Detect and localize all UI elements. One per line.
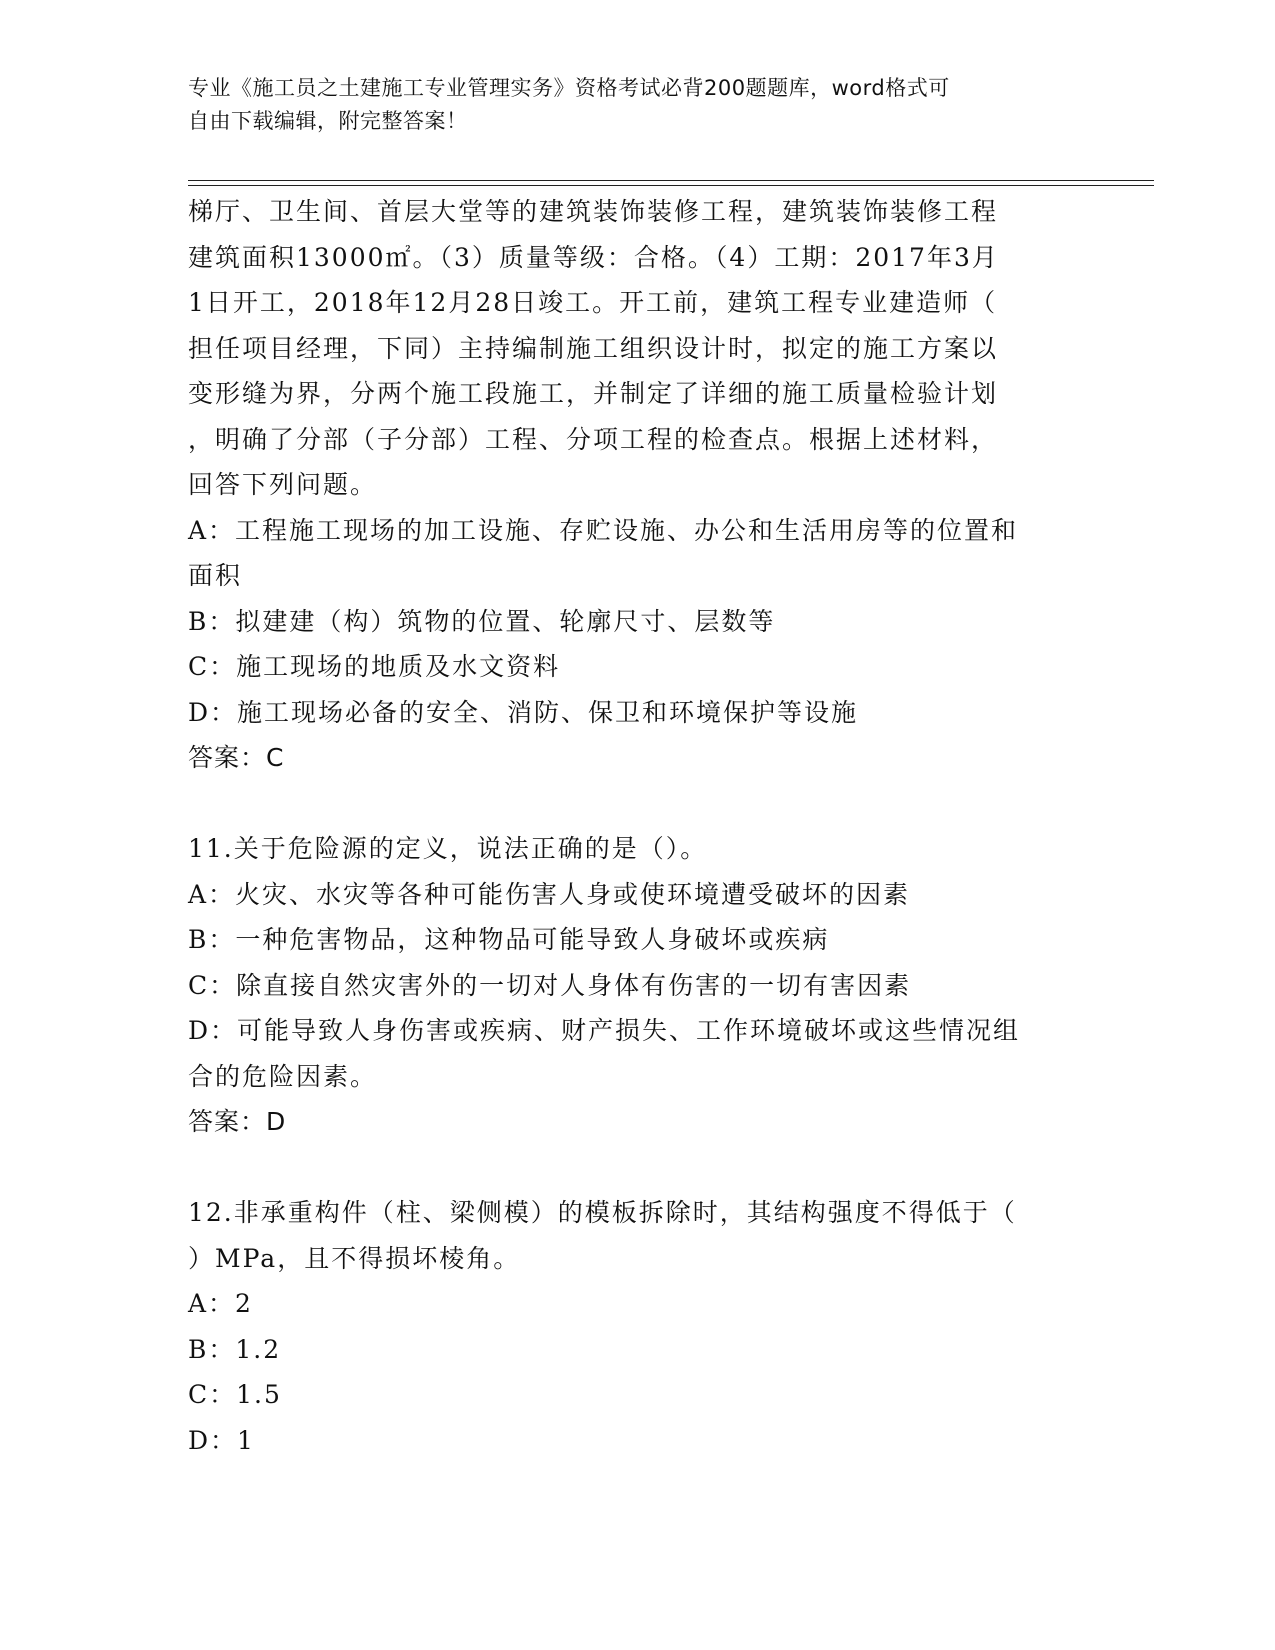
question-10 bbox=[188, 189, 1068, 781]
question-text-line: 变形缝为界，分两个施工段施工，并制定了详细的施工质量检验计划 bbox=[188, 379, 999, 408]
option-d: D：1 bbox=[188, 1425, 255, 1455]
option-a: A：工程施工现场的加工设施、存贮设施、办公和生活用房等的位置和 bbox=[188, 515, 1019, 545]
option-a-continued: 面积 bbox=[188, 561, 243, 590]
page-header bbox=[188, 72, 1068, 138]
header-rule-top bbox=[188, 180, 1154, 181]
question-text: 12.非承重构件（柱、梁侧模）的模板拆除时，其结构强度不得低于（ bbox=[188, 1198, 1017, 1227]
question-text-line: 担任项目经理，下同）主持编制施工组织设计时，拟定的施工方案以 bbox=[188, 333, 999, 363]
option-d: D：施工现场必备的安全、消防、保卫和环境保护等设施 bbox=[188, 697, 859, 727]
option-d: D：可能导致人身伤害或疾病、财产损失、工作环境破坏或这些情况组 bbox=[188, 1016, 1021, 1045]
question-text-continued: ）MPa，且不得损坏棱角。 bbox=[188, 1243, 521, 1273]
question-12 bbox=[188, 1190, 1068, 1463]
spacer bbox=[188, 1145, 1068, 1191]
document-body bbox=[188, 189, 1068, 1463]
option-b: B：1.2 bbox=[188, 1334, 282, 1364]
question-text-line: 回答下列问题。 bbox=[188, 470, 378, 499]
option-b: B：拟建建（构）筑物的位置、轮廓尺寸、层数等 bbox=[188, 606, 776, 636]
question-text-line: 建筑面积13000㎡。（3）质量等级：合格。（4）工期：2017年3月 bbox=[188, 242, 999, 272]
option-c: C：施工现场的地质及水文资料 bbox=[188, 652, 561, 681]
header-line-1: 专业《施工员之土建施工专业管理实务》资格考试必背200题题库，word格式可 bbox=[188, 76, 950, 100]
option-b: B：一种危害物品，这种物品可能导致人身破坏或疾病 bbox=[188, 925, 830, 954]
question-text-line: 1日开工，2018年12月28日竣工。开工前，建筑工程专业建造师（ bbox=[188, 288, 998, 317]
answer: 答案：C bbox=[188, 743, 285, 772]
question-text: 11.关于危险源的定义，说法正确的是（）。 bbox=[188, 834, 708, 863]
option-a: A：火灾、水灾等各种可能伤害人身或使环境遭受破坏的因素 bbox=[188, 879, 911, 909]
option-d-continued: 合的危险因素。 bbox=[188, 1061, 378, 1091]
question-11 bbox=[188, 826, 1068, 1145]
answer: 答案：D bbox=[188, 1107, 287, 1136]
option-a: A：2 bbox=[188, 1289, 253, 1318]
question-text-line: ，明确了分部（子分部）工程、分项工程的检查点。根据上述材料， bbox=[188, 424, 999, 454]
header-line-2: 自由下载编辑，附完整答案！ bbox=[188, 109, 468, 133]
option-c: C：1.5 bbox=[188, 1380, 282, 1409]
spacer bbox=[188, 781, 1068, 827]
question-text-line: 梯厅、卫生间、首层大堂等的建筑装饰装修工程，建筑装饰装修工程 bbox=[188, 197, 999, 226]
option-c: C：除直接自然灾害外的一切对人身体有伤害的一切有害因素 bbox=[188, 970, 912, 1000]
header-rule-bottom bbox=[188, 185, 1154, 186]
